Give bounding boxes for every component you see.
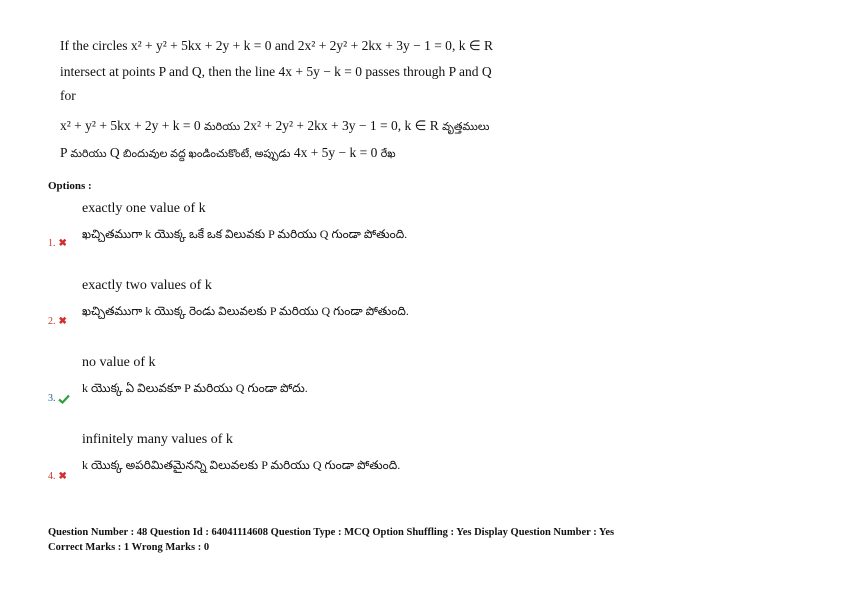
telugu-text: బిందువుల వద్ద ఖండించుకొంటే, అప్పుడు: [123, 148, 291, 160]
option-1-english: exactly one value of k: [82, 201, 206, 216]
option-4-english: infinitely many values of k: [82, 432, 233, 447]
option-2-marker: [48, 316, 67, 327]
question-english-line-1: [60, 38, 493, 54]
question-text: If the circles: [60, 38, 131, 53]
question-text: , k ∈ R: [451, 38, 493, 53]
question-text: intersect at points P and Q, then the line: [60, 64, 279, 79]
circle-equation-2-te: 2x² + 2y² + 2kx + 3y − 1 = 0, k ∈ R: [240, 118, 443, 133]
telugu-text: రేఖ: [380, 148, 396, 160]
circle-equation-2: 2x² + 2y² + 2kx + 3y − 1 = 0: [297, 38, 452, 53]
line-equation: 4x + 5y − k = 0: [278, 64, 363, 79]
question-text: passes through P and Q: [362, 64, 492, 79]
option-number: 4.: [48, 471, 56, 482]
option-1-marker: [48, 238, 67, 249]
question-text: Q: [106, 145, 124, 160]
circle-equation-1: x² + y² + 5kx + 2y + k = 0: [130, 38, 272, 53]
question-text: and: [271, 38, 298, 53]
question-english-line-3: for: [60, 88, 76, 103]
telugu-text: వృత్తములు: [442, 121, 490, 133]
option-number: 2.: [48, 316, 56, 327]
wrong-mark-icon: ✖: [58, 316, 67, 327]
question-meta-line-2: Correct Marks : 1 Wrong Marks : 0: [48, 542, 210, 553]
question-telugu-line-1: [60, 118, 489, 136]
option-3-marker: [48, 393, 70, 404]
correct-check-icon: [58, 394, 70, 404]
option-1-telugu: ఖచ్చితముగా k యొక్క ఒకే ఒక విలువకు P మరియు Q గుండా పోతుంది.: [82, 227, 408, 241]
option-3-telugu: k యొక్క ఏ విలువకూ P మరియు Q గుండా పోదు.: [82, 381, 308, 395]
option-3-english: no value of k: [82, 355, 156, 370]
wrong-mark-icon: ✖: [58, 238, 67, 249]
line-equation-te: 4x + 5y − k = 0: [290, 145, 381, 160]
option-2-telugu: ఖచ్చితముగా k యొక్క రెండు విలువలకు P మరియు Q గుండా పోతుంది.: [82, 304, 409, 318]
option-2-english: exactly two values of k: [82, 278, 212, 293]
question-telugu-line-2: [60, 145, 396, 163]
wrong-mark-icon: ✖: [58, 471, 67, 482]
option-number: 3.: [48, 393, 56, 404]
telugu-text: మరియు: [70, 148, 107, 160]
question-english-line-2: [60, 64, 492, 80]
circle-equation-1-te: x² + y² + 5kx + 2y + k = 0: [60, 118, 205, 133]
options-label: Options :: [48, 180, 92, 192]
option-4-marker: [48, 471, 67, 482]
question-meta-line-1: Question Number : 48 Question Id : 64041114608 Question Type : MCQ Option Shuffling : Yes Display Question Number : Yes: [48, 527, 615, 538]
question-text: P: [60, 145, 71, 160]
option-number: 1.: [48, 238, 56, 249]
option-4-telugu: k యొక్క అపరిమితమైనన్ని విలువలకు P మరియు Q గుండా పోతుంది.: [82, 458, 401, 472]
telugu-text: మరియు: [204, 121, 241, 133]
